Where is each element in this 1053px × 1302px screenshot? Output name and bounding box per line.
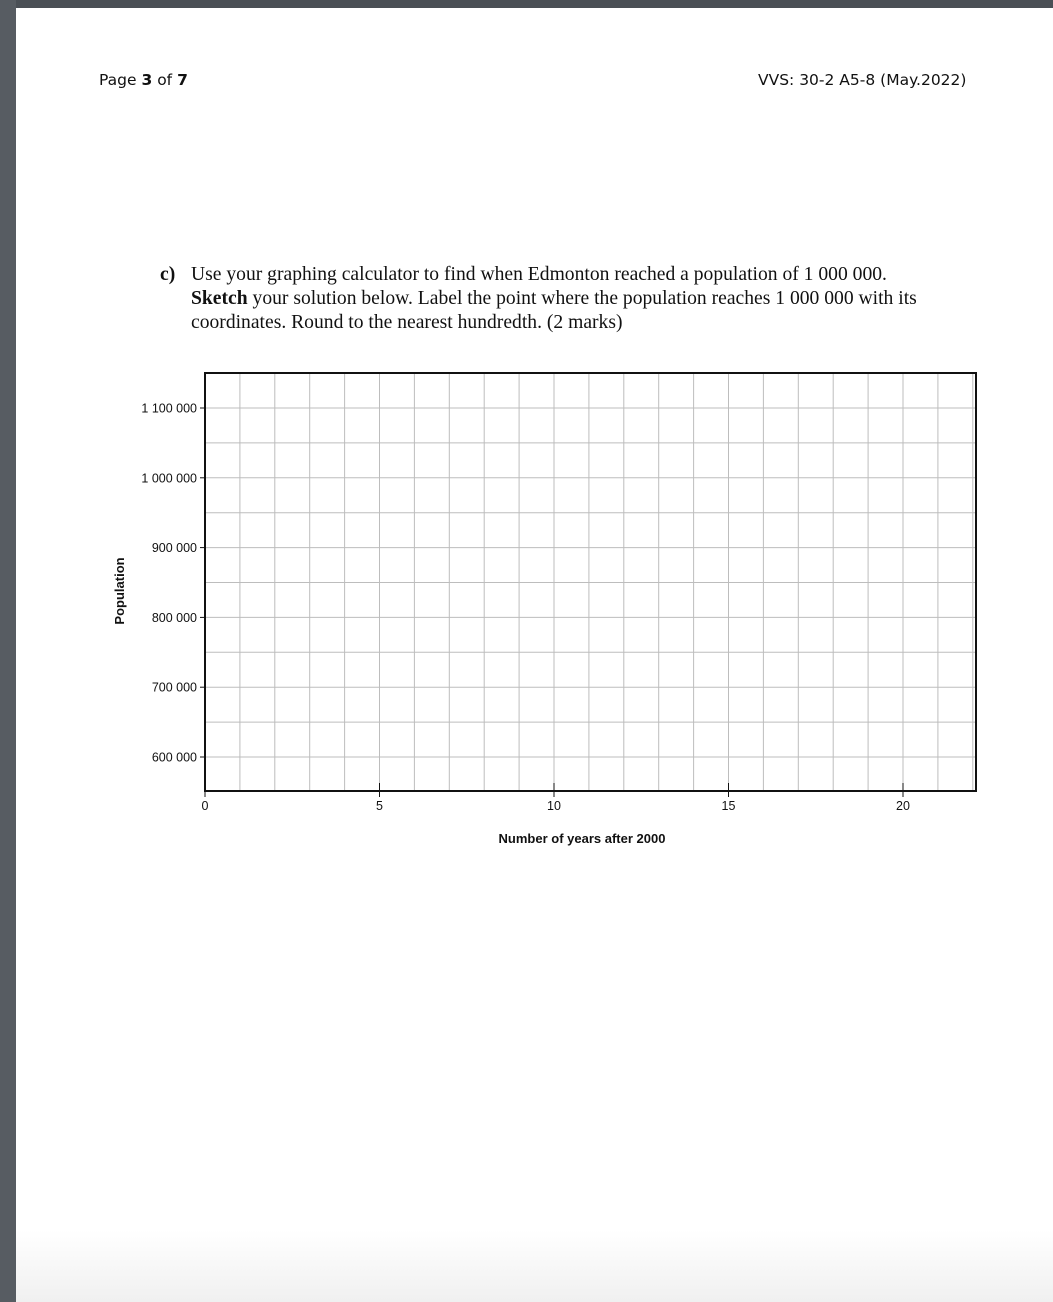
question-line-2-rest: your solution below. Label the point where the population reaches 1 000 000 with its xyxy=(252,288,917,309)
y-tick-label: 1 000 000 xyxy=(141,471,197,486)
x-tick-label: 15 xyxy=(721,799,736,813)
y-tick-label: 1 100 000 xyxy=(141,401,197,416)
page-total: 7 xyxy=(177,71,188,89)
page-of: of xyxy=(157,71,173,89)
question-line-2-bold: Sketch xyxy=(191,288,248,309)
question-letter: c) xyxy=(160,264,176,285)
x-tick-label: 20 xyxy=(896,799,910,813)
x-tick-label: 5 xyxy=(376,799,383,813)
question-line-3: coordinates. Round to the nearest hundredth. (2 marks) xyxy=(191,312,623,333)
x-axis-ticks xyxy=(202,783,910,813)
y-tick-label: 800 000 xyxy=(151,610,197,625)
question-line-1: Use your graphing calculator to find when Edmonton reached a population of 1 000 000. xyxy=(191,264,887,285)
x-axis-label: Number of years after 2000 xyxy=(498,831,666,846)
page-prefix: Page xyxy=(99,71,137,89)
grid-lines xyxy=(205,373,976,791)
page-current: 3 xyxy=(141,71,153,89)
x-tick-label: 10 xyxy=(547,799,561,813)
y-tick-label: 900 000 xyxy=(151,541,197,556)
y-axis-label: Population xyxy=(112,557,127,625)
y-tick-label: 600 000 xyxy=(151,750,197,765)
y-axis-ticks xyxy=(141,402,205,765)
document-code: VVS: 30-2 A5-8 (May.2022) xyxy=(758,71,967,89)
y-tick-label: 700 000 xyxy=(151,680,197,695)
x-tick-label: 0 xyxy=(201,799,209,813)
